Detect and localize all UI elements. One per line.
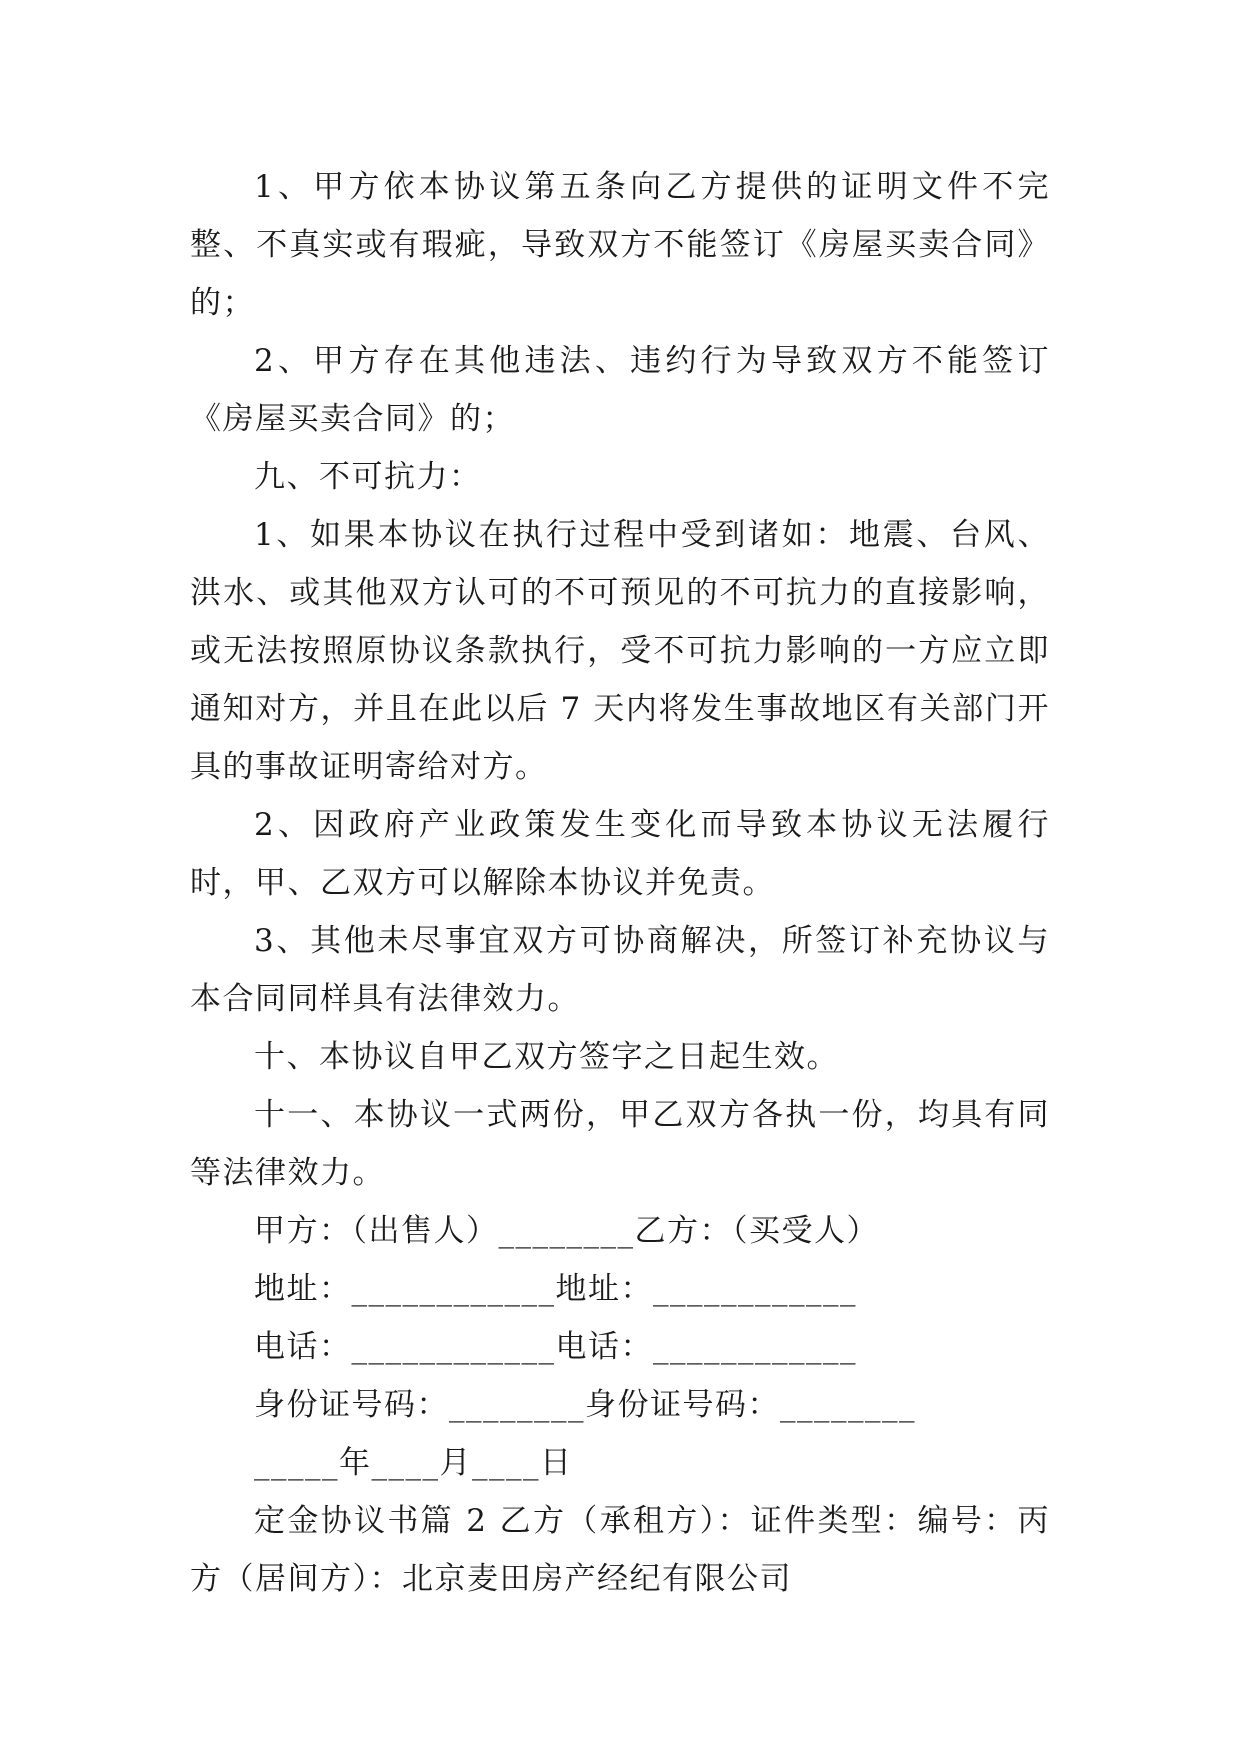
effective-date-clause: 十、本协议自甲乙双方签字之日起生效。	[254, 1039, 839, 1075]
signature-parties-line: 甲方：（出售人）________乙方：（买受人）	[254, 1213, 879, 1249]
signature-id-line: 身份证号码：________身份证号码：________	[254, 1387, 916, 1423]
signature-phone-line: 电话：____________电话：____________	[254, 1329, 857, 1365]
clause-item-2: 2、甲方存在其他违法、违约行为导致双方不能签订《房屋买卖合同》的；	[190, 343, 1050, 437]
force-majeure-item-3: 3、其他未尽事宜双方可协商解决，所签订补充协议与本合同同样具有法律效力。	[190, 923, 1050, 1017]
document-body	[190, 158, 1050, 1608]
force-majeure-item-2: 2、因政府产业政策发生变化而导致本协议无法履行时，甲、乙双方可以解除本协议并免责。	[190, 807, 1050, 901]
signature-date-line: _____年____月____日	[254, 1445, 573, 1481]
clause-item-1: 1、甲方依本协议第五条向乙方提供的证明文件不完整、不真实或有瑕疵，导致双方不能签订《房屋买卖合同》的；	[190, 169, 1050, 321]
section-heading-force-majeure: 九、不可抗力：	[254, 459, 482, 495]
copies-clause: 十一、本协议一式两份，甲乙双方各执一份，均具有同等法律效力。	[190, 1097, 1050, 1191]
next-document-intro: 定金协议书篇 2 乙方（承租方）：证件类型：编号：丙方（居间方）：北京麦田房产经纪有限公司	[190, 1503, 1050, 1597]
signature-address-line: 地址：____________地址：____________	[254, 1271, 857, 1307]
force-majeure-item-1: 1、如果本协议在执行过程中受到诸如：地震、台风、洪水、或其他双方认可的不可预见的不可抗力的直接影响，或无法按照原协议条款执行，受不可抗力影响的一方应立即通知对方，并且在此以后 7 天内将发生事故地区有关部门开具的事故证明寄给对方。	[190, 517, 1050, 785]
